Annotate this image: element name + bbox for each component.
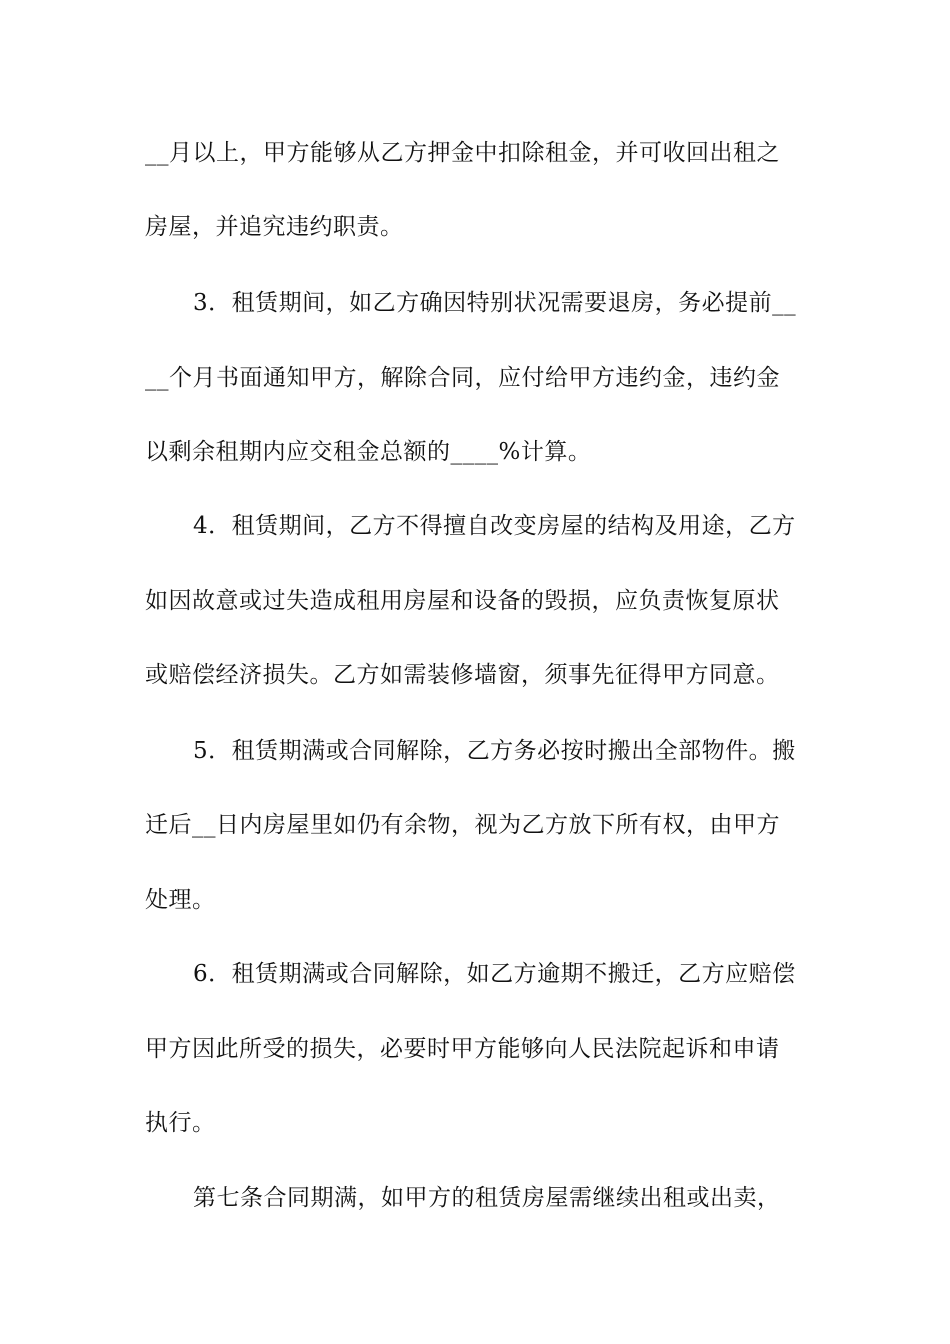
clause-6-line: 6．租赁期满或合同解除，如乙方逾期不搬迁，乙方应赔偿 (193, 961, 796, 987)
text-line: 执行。 (145, 1110, 216, 1136)
clause-3-line: 3．租赁期间，如乙方确因特别状况需要退房，务必提前__ (193, 290, 797, 316)
clause-5-line: 5．租赁期满或合同解除，乙方务必按时搬出全部物件。搬 (193, 738, 796, 764)
article-7-line: 第七条合同期满，如甲方的租赁房屋需继续出租或出卖， (193, 1185, 781, 1211)
text-line: __月以上，甲方能够从乙方押金中扣除租金，并可收回出租之 (145, 140, 780, 166)
text-line: 或赔偿经济损失。乙方如需装修墙窗，须事先征得甲方同意。 (145, 662, 780, 688)
text-line: 迁后__日内房屋里如仍有余物，视为乙方放下所有权，由甲方 (145, 812, 780, 838)
text-line: 处理。 (145, 887, 216, 913)
text-line: 房屋，并追究违约职责。 (145, 214, 404, 240)
clause-4-line: 4．租赁期间，乙方不得擅自改变房屋的结构及用途，乙方 (193, 513, 796, 539)
text-line: 以剩余租期内应交租金总额的____%计算。 (145, 439, 592, 465)
text-line: 甲方因此所受的损失，必要时甲方能够向人民法院起诉和申请 (145, 1036, 780, 1062)
text-line: __个月书面通知甲方，解除合同，应付给甲方违约金，违约金 (145, 365, 780, 391)
text-line: 如因故意或过失造成租用房屋和设备的毁损，应负责恢复原状 (145, 588, 780, 614)
